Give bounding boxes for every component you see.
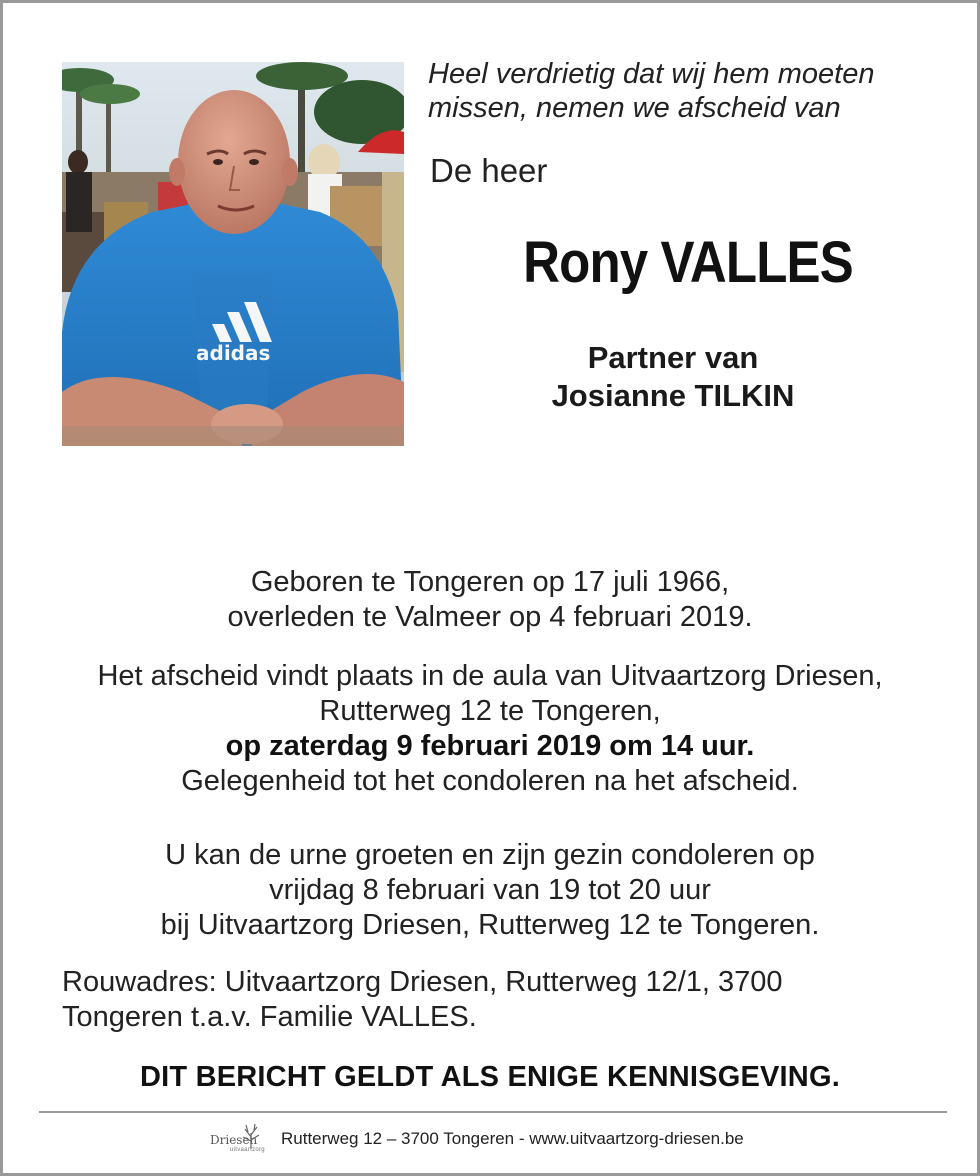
- deceased-name: Rony VALLES: [523, 230, 853, 295]
- official-notice: DIT BERICHT GELDT ALS ENIGE KENNISGEVING.: [140, 1061, 840, 1093]
- birth-death-info: [3, 565, 977, 635]
- salutation: De heer: [430, 152, 548, 189]
- tree-logo-icon: [240, 1123, 262, 1149]
- driesen-logo: [210, 1123, 268, 1157]
- address-line-2: Tongeren t.a.v. Familie VALLES.: [62, 1001, 477, 1033]
- born-line-2: overleden te Valmeer op 4 februari 2019.: [227, 601, 753, 633]
- address-line-1: Rouwadres: Uitvaartzorg Driesen, Rutterweg 12/1, 3700: [62, 966, 783, 998]
- mourning-address: [62, 965, 942, 1035]
- footer-divider: [39, 1111, 947, 1113]
- partner-line-1: Partner van: [587, 340, 759, 375]
- partner-info: [443, 339, 903, 415]
- portrait-photo: [62, 62, 404, 446]
- ceremony-datetime: op zaterdag 9 februari 2019 om 14 uur.: [225, 730, 755, 762]
- intro-line-1: Heel verdrietig dat wij hem moeten: [428, 58, 875, 90]
- ceremony-line-1: Het afscheid vindt plaats in de aula van Uitvaartzorg Driesen,: [97, 660, 883, 692]
- svg-text:adidas: adidas: [196, 341, 271, 365]
- logo-word: Driesen: [210, 1133, 258, 1147]
- urn-line-2: vrijdag 8 februari van 19 tot 20 uur: [269, 874, 711, 906]
- intro-text: [428, 57, 948, 125]
- footer-contact: Rutterweg 12 – 3700 Tongeren - www.uitvaartzorg-driesen.be: [281, 1129, 744, 1148]
- urn-line-1: U kan de urne groeten en zijn gezin condoleren op: [165, 839, 815, 871]
- partner-line-2: Josianne TILKIN: [551, 378, 795, 413]
- ceremony-line-4: Gelegenheid tot het condoleren na het afscheid.: [181, 765, 799, 797]
- ceremony-info: [3, 659, 977, 799]
- urn-line-3: bij Uitvaartzorg Driesen, Rutterweg 12 te Tongeren.: [160, 909, 820, 941]
- ceremony-line-2: Rutterweg 12 te Tongeren,: [319, 695, 661, 727]
- urn-visit-info: [3, 838, 977, 943]
- intro-line-2: missen, nemen we afscheid van: [428, 92, 841, 124]
- born-line-1: Geboren te Tongeren op 17 juli 1966,: [250, 566, 730, 598]
- footer: [3, 1121, 977, 1161]
- logo-subtitle: uitvaartzorg: [230, 1147, 265, 1153]
